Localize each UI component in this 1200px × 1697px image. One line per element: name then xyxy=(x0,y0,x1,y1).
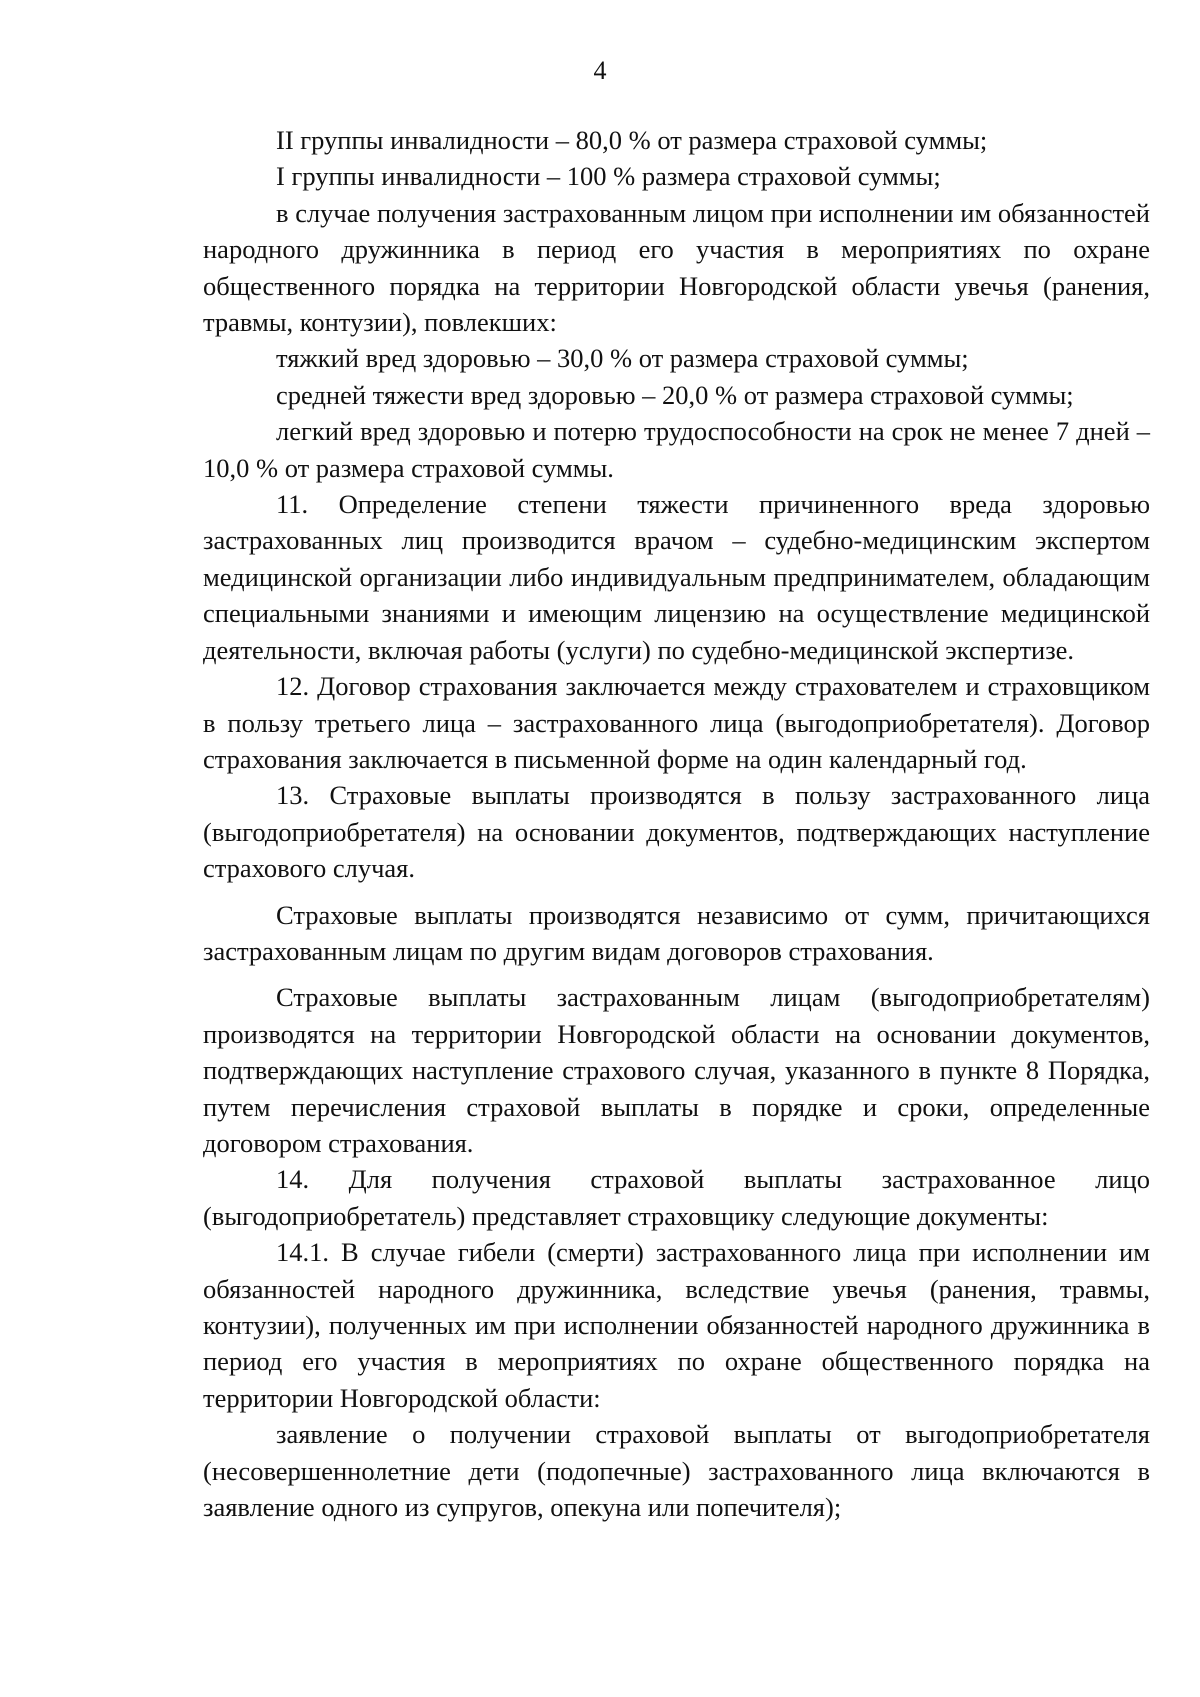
paragraph-severe-harm: тяжкий вред здоровью – 30,0 % от размера страховой суммы; xyxy=(276,343,969,374)
paragraph-section-11: 11. Определение степени тяжести причиненного вреда здоровью застрахованных лиц производится врачом – судебно-медицинским экспертом медицинской организации либо индивидуальным предпринимателем, обладающим специальными знаниями и имеющим лицензию на осуществление медицинской деятельности, включая работы (услуги) по судебно-медицинской экспертизе. xyxy=(203,489,1150,665)
paragraph-section-14-1: 14.1. В случае гибели (смерти) застрахованного лица при исполнении им обязанностей народного дружинника, вследствие увечья (ранения, травмы, контузии), полученных им при исполнении обязанностей народного дружинника в период его участия в мероприятиях по охране общественного порядка на территории Новгородской области: xyxy=(203,1237,1150,1413)
paragraph-section-13: 13. Страховые выплаты производятся в пользу застрахованного лица (выгодоприобретателя) на основании документов, подтверждающих наступление страхового случая. xyxy=(203,780,1150,884)
paragraph-payments-independent: Страховые выплаты производятся независимо от сумм, причитающихся застрахованным лицам по другим видам договоров страхования. xyxy=(203,899,1150,966)
paragraph-section-14: 14. Для получения страховой выплаты застрахованное лицо (выгодоприобретатель) представляет страховщику следующие документы: xyxy=(203,1164,1150,1231)
paragraph-section-12: 12. Договор страхования заключается между страхователем и страховщиком в пользу третьего лица – застрахованного лица (выгодоприобретателя). Договор страхования заключается в письменной форме на один календарный год. xyxy=(203,671,1150,774)
document-body xyxy=(203,122,1150,1525)
paragraph-disability-group-1: I группы инвалидности – 100 % размера страховой суммы; xyxy=(276,161,941,192)
paragraph-moderate-harm: средней тяжести вред здоровью – 20,0 % от размера страховой суммы; xyxy=(276,379,1074,410)
paragraph-injury-case: в случае получения застрахованным лицом при исполнении им обязанностей народного дружинника в период его участия в мероприятиях по охране общественного порядка на территории Новгородской области увечья (ранения, травмы, контузии), повлекших: xyxy=(203,197,1150,338)
paragraph-payments-territory: Страховые выплаты застрахованным лицам (выгодоприобретателям) производятся на территории Новгородской области на основании документов, подтверждающих наступление страхового случая, указанного в пункте 8 Порядка, путем перечисления страховой выплаты в порядке и сроки, определенные договором страхования. xyxy=(203,982,1150,1158)
paragraph-disability-group-2: II группы инвалидности – 80,0 % от размера страховой суммы; xyxy=(276,125,988,155)
paragraph-application: заявление о получении страховой выплаты от выгодоприобретателя (несовершеннолетние дети (подопечные) застрахованного лица включаются в заявление одного из супругов, опекуна или попечителя); xyxy=(203,1419,1150,1523)
paragraph-light-harm: легкий вред здоровью и потерю трудоспособности на срок не менее 7 дней – 10,0 % от размера страховой суммы. xyxy=(203,416,1150,483)
page-number: 4 xyxy=(593,56,607,85)
